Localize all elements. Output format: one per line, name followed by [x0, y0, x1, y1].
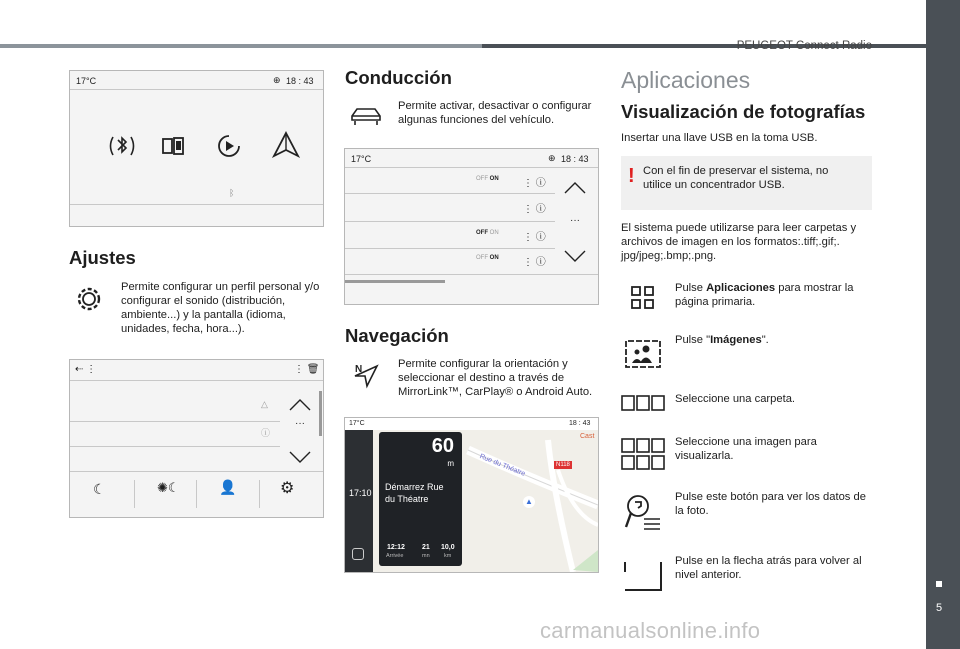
clock: 18 : 43: [286, 76, 314, 86]
step-6-text: Pulse en la flecha atrás para volver al nivel anterior.: [675, 555, 862, 581]
header-rule-light: [0, 44, 482, 48]
media-play-icon: [214, 131, 244, 161]
step-5-text: Pulse este botón para ver los datos de la foto.: [675, 491, 866, 517]
map-place-label: Cast: [580, 433, 595, 440]
side-band: [926, 0, 960, 649]
step-2-text: Pulse "Imágenes".: [675, 334, 769, 346]
divider: [196, 480, 197, 508]
formats-text: El sistema puede utilizarse para leer carpetas y archivos de imagen en los formatos:.tiff;.gif;. jpg/jpeg;.bmp;.png.: [621, 222, 857, 262]
guidance-distance-unit: m: [447, 459, 454, 468]
divider: [345, 248, 555, 249]
temperature: 17°C: [76, 76, 97, 86]
svg-text:N: N: [355, 364, 363, 375]
scroll-up-icon: [563, 181, 587, 195]
folders-icon: [621, 394, 665, 412]
status-bar: [345, 149, 598, 167]
conduccion-title: Conducción: [345, 67, 452, 88]
info-icon: ⋮ ⓘ: [523, 257, 546, 268]
navigation-icon: [270, 129, 302, 161]
clock: 18 : 43: [561, 154, 589, 164]
screen-navigation: [344, 417, 599, 573]
position-arrow-icon: ▲: [523, 496, 535, 508]
info-icon: ⋮ ⓘ: [523, 232, 546, 243]
options-trash-icon: ⋮ 🗑: [294, 364, 320, 375]
divider: [259, 480, 260, 508]
scroll-down-icon: [563, 249, 587, 263]
distance-remaining-label: km: [444, 553, 452, 559]
divider: [345, 167, 598, 168]
arrival-label: Arrivée: [386, 553, 404, 559]
toggle-on: OFF ON: [476, 255, 499, 261]
images-grid-icon: [621, 437, 665, 471]
divider: [70, 204, 323, 205]
warning-icon: △: [261, 399, 268, 409]
night-mode-icon: ☾: [93, 481, 106, 497]
scroll-down-icon: [288, 450, 312, 464]
step-1-text: Pulse Aplicaciones para mostrar la página primaria.: [675, 282, 854, 308]
duration-value: 21: [422, 544, 430, 551]
bluetooth-status-icon: ᛒ: [229, 188, 235, 198]
ajustes-text: Permite configurar un perfil personal y/o configurar el sonido (distribución, ambiente...) y la pantalla (idioma, unidades, fecha, hora...).: [121, 281, 320, 335]
gps-icon: ⊕: [273, 75, 281, 85]
warning-note: [621, 156, 872, 210]
clock: 18 : 43: [569, 420, 591, 427]
guidance-distance: 60: [431, 435, 454, 457]
screen-settings: [69, 359, 324, 518]
divider: [70, 471, 323, 472]
warning-exclamation-icon: !: [628, 165, 635, 187]
photos-subtitle: Visualización de fotografías: [621, 101, 866, 122]
gear-icon: ⚙: [280, 480, 295, 497]
navegacion-text: Permite configurar la orientación y seleccionar el destino a través de MirrorLink™, CarPlay® o Android Auto.: [398, 358, 593, 398]
info-icon: ⋮ ⓘ: [523, 178, 546, 189]
divider: [70, 421, 280, 422]
divider: [345, 221, 555, 222]
page-number: 5: [936, 602, 943, 614]
divider: [345, 274, 598, 275]
guidance-card: [379, 432, 462, 566]
images-icon: [624, 337, 662, 369]
scroll-up-icon: [288, 398, 312, 412]
apps-grid-icon: [630, 285, 656, 311]
divider: [134, 480, 135, 508]
status-bar: [345, 418, 598, 430]
conduccion-text: Permite activar, desactivar o configurar algunas funciones del vehículo.: [398, 100, 592, 126]
home-button-icon: [352, 548, 364, 560]
profile-icon: 👤: [219, 479, 237, 495]
screen-main-menu: [69, 70, 324, 227]
road-badge: N118: [556, 462, 570, 468]
guidance-instruction-line2: du Théatre: [385, 494, 429, 504]
back-arrow-icon: [621, 558, 663, 594]
step-4-text: Seleccione una imagen para visualizarla.: [675, 436, 817, 462]
guidance-instruction-line1: Démarrez Rue: [385, 482, 444, 492]
temperature: 17°C: [349, 420, 365, 427]
more-icon: ···: [570, 215, 580, 226]
toggle-on: OFF ON: [476, 176, 499, 182]
photo-info-icon: [624, 493, 662, 533]
navigation-arrow-icon: [353, 362, 381, 390]
info-icon: ⓘ: [261, 428, 271, 438]
scrollbar: [319, 391, 322, 436]
duration-label: mn: [422, 553, 430, 559]
temperature: 17°C: [351, 154, 372, 164]
settings-gear-icon: [74, 284, 104, 314]
toggle-off: OFF ON: [476, 230, 499, 236]
progress-bar: [345, 280, 445, 283]
warning-text: Con el fin de preservar el sistema, no utilice un concentrador USB.: [643, 165, 829, 191]
page-bullet: [936, 581, 942, 587]
mirror-screen-icon: [158, 131, 188, 161]
back-arrow-icon: ⇠ ⋮: [75, 364, 97, 375]
connectivity-icon: [107, 131, 137, 161]
aplicaciones-title: Aplicaciones: [621, 67, 751, 93]
arrival-time: 12:12: [387, 544, 405, 551]
divider: [345, 193, 555, 194]
usb-intro: Insertar una llave USB en la toma USB.: [621, 132, 818, 144]
divider: [70, 380, 323, 381]
status-bar: [70, 71, 323, 89]
divider: [70, 89, 323, 90]
brightness-icon: ✺☾: [157, 480, 180, 495]
sidebar-clock: 17:10: [349, 488, 372, 498]
divider: [70, 446, 280, 447]
ajustes-title: Ajustes: [69, 247, 136, 268]
car-icon: [349, 104, 383, 128]
distance-remaining-value: 10,0: [441, 544, 455, 551]
info-icon: ⋮ ⓘ: [523, 204, 546, 215]
screen-driving: [344, 148, 599, 305]
watermark: carmanualsonline.info: [540, 618, 761, 643]
gps-icon: ⊕: [548, 153, 556, 163]
street-label: Rue du Théatre: [478, 453, 527, 478]
navegacion-title: Navegación: [345, 325, 449, 346]
manual-header: PEUGEOT Connect Radio: [736, 40, 872, 52]
step-3-text: Seleccione una carpeta.: [675, 393, 796, 405]
more-icon: ···: [295, 418, 305, 429]
carplay-sidebar: [345, 430, 373, 572]
